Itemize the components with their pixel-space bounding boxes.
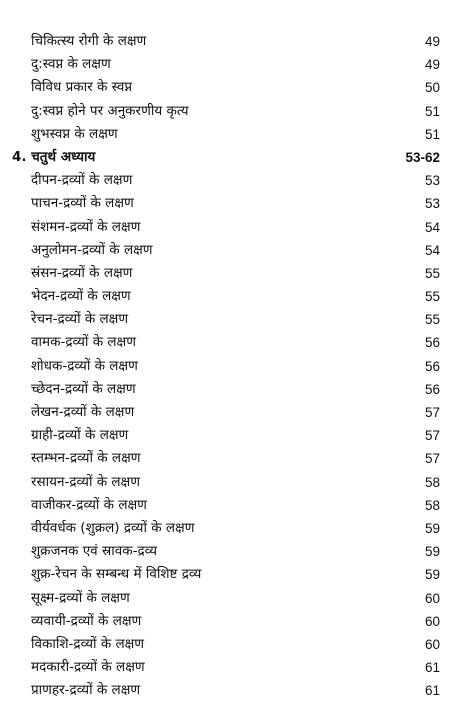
entry-page-number: 51 [424, 103, 440, 119]
toc-entry-row [0, 447, 460, 470]
toc-entry-row [0, 424, 460, 447]
toc-entry-row [0, 216, 460, 239]
chapter-page-range: 53-62 [405, 149, 440, 165]
entry-page-number: 57 [424, 451, 440, 467]
entry-page-number: 53 [424, 196, 440, 212]
entry-page-number: 53 [424, 173, 440, 189]
entry-title: प्राणहर-द्रव्यों के लक्षण [31, 682, 141, 699]
toc-entry-row [0, 308, 460, 331]
toc-entry-row [0, 100, 460, 123]
entry-title: शुक्र-रेचन के सम्बन्ध में विशिष्ट द्रव्य [31, 566, 202, 583]
entry-title: पाचन-द्रव्यों के लक्षण [31, 195, 134, 212]
toc-entry-row [0, 285, 460, 308]
toc-entry-row [0, 471, 460, 494]
entry-page-number: 55 [424, 312, 440, 328]
entry-page-number: 60 [424, 613, 440, 629]
entry-title: भेदन-द्रव्यों के लक्षण [31, 288, 131, 305]
toc-entry-row [0, 587, 460, 610]
toc-entry-row [0, 610, 460, 633]
entry-page-number: 55 [424, 289, 440, 305]
entry-title: शोधक-द्रव्यों के लक्षण [31, 357, 138, 374]
chapter-title: 4. चतुर्थ अध्याय [12, 148, 96, 165]
entry-title: ग्राही-द्रव्यों के लक्षण [31, 427, 129, 444]
entry-page-number: 54 [424, 219, 440, 235]
toc-entry-row [0, 679, 460, 702]
entry-page-number: 57 [424, 428, 440, 444]
toc-entry-row [0, 378, 460, 401]
table-of-contents [0, 30, 460, 702]
entry-page-number: 59 [424, 520, 440, 536]
entry-title: वामक-द्रव्यों के लक्षण [31, 334, 136, 351]
toc-entry-row [0, 355, 460, 378]
entry-title: विकाशि-द्रव्यों के लक्षण [31, 635, 145, 652]
entry-title: व्यवायी-द्रव्यों के लक्षण [31, 612, 142, 629]
entry-title: वीर्यवर्धक (शुक्रल) द्रव्यों के लक्षण [31, 519, 195, 536]
entry-page-number: 49 [424, 57, 440, 73]
entry-title: स्रंसन-द्रव्यों के लक्षण [31, 264, 133, 281]
entry-title: रेचन-द्रव्यों के लक्षण [31, 311, 129, 328]
toc-entry-row [0, 169, 460, 192]
entry-page-number: 61 [424, 660, 440, 676]
entry-page-number: 50 [424, 80, 440, 96]
chapter-heading-row [0, 146, 460, 169]
entry-title: स्तम्भन-द्रव्यों के लक्षण [31, 450, 141, 467]
toc-entry-row [0, 656, 460, 679]
toc-entry-row [0, 192, 460, 215]
entry-title: शुभस्वप्न के लक्षण [31, 125, 118, 142]
entry-page-number: 54 [424, 242, 440, 258]
toc-entry-row [0, 76, 460, 99]
entry-title: अनुलोमन-द्रव्यों के लक्षण [31, 241, 153, 258]
entry-title: चिकित्स्य रोगी के लक्षण [31, 33, 147, 49]
entry-page-number: 56 [424, 381, 440, 397]
toc-entry-row [0, 563, 460, 586]
entry-page-number: 51 [424, 126, 440, 142]
entry-page-number: 60 [424, 590, 440, 606]
toc-entry-row [0, 633, 460, 656]
toc-entry-row [0, 517, 460, 540]
toc-entry-row [0, 540, 460, 563]
entry-title: लेखन-द्रव्यों के लक्षण [31, 404, 135, 420]
entry-title: शुक्रजनक एवं स्रावक-द्रव्य [31, 543, 158, 560]
entry-title: वाजीकर-द्रव्यों के लक्षण [31, 496, 147, 513]
entry-page-number: 56 [424, 358, 440, 374]
entry-title: रसायन-द्रव्यों के लक्षण [31, 473, 140, 490]
entry-title: दीपन-द्रव्यों के लक्षण [31, 172, 133, 189]
entry-page-number: 57 [424, 405, 440, 420]
toc-entry-row [0, 123, 460, 146]
entry-title: विविध प्रकार के स्वप्न [31, 79, 133, 96]
toc-entry-row [0, 401, 460, 424]
entry-page-number: 59 [424, 567, 440, 583]
entry-title: च्छेदन-द्रव्यों के लक्षण [31, 380, 136, 397]
entry-page-number: 58 [424, 497, 440, 513]
entry-page-number: 60 [424, 636, 440, 652]
toc-entry-row [0, 262, 460, 285]
entry-title: मदकारी-द्रव्यों के लक्षण [31, 659, 145, 676]
entry-page-number: 56 [424, 335, 440, 351]
entry-title: दु:स्वप्न के लक्षण [31, 56, 111, 73]
toc-entry-row [0, 53, 460, 76]
entry-page-number: 59 [424, 544, 440, 560]
entry-title: संशमन-द्रव्यों के लक्षण [31, 218, 141, 235]
entry-page-number: 55 [424, 265, 440, 281]
entry-page-number: 49 [424, 34, 440, 49]
entry-page-number: 61 [424, 683, 440, 699]
toc-entry-row [0, 331, 460, 354]
entry-page-number: 58 [424, 474, 440, 490]
toc-entry-row [0, 30, 460, 53]
toc-entry-row [0, 239, 460, 262]
entry-title: दु:स्वप्न होने पर अनुकरणीय कृत्य [31, 102, 189, 119]
toc-entry-row [0, 494, 460, 517]
entry-title: सूक्ष्म-द्रव्यों के लक्षण [31, 589, 130, 606]
